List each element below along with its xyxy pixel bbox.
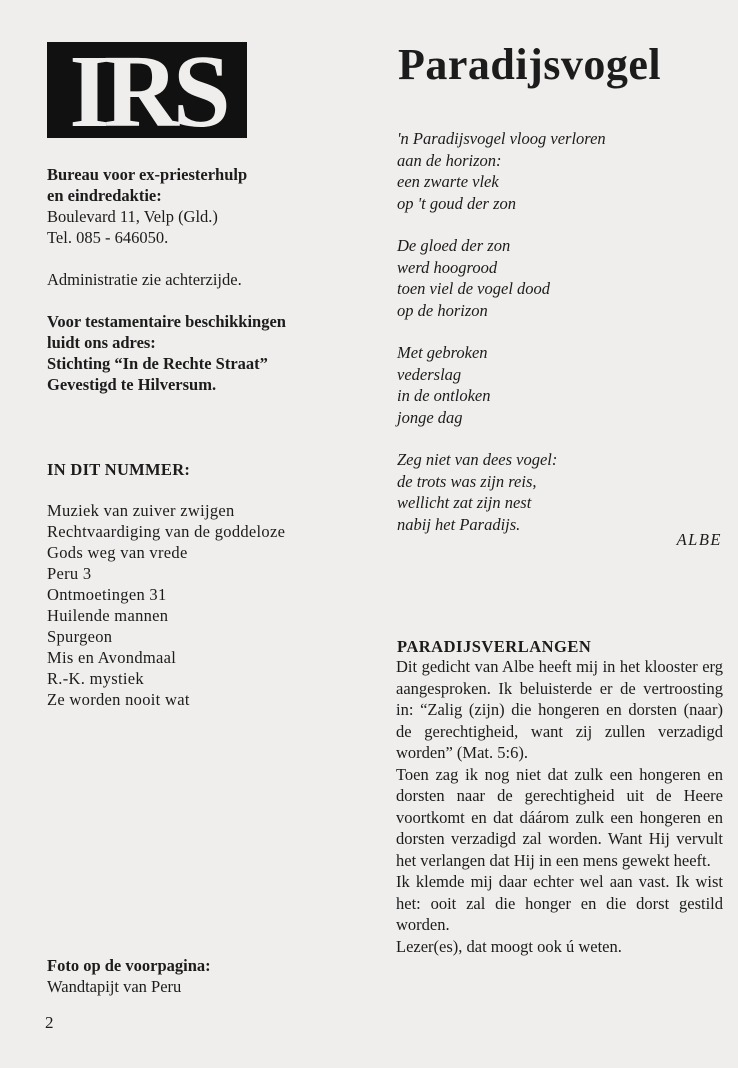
contents-item: Ze worden nooit wat (47, 690, 190, 709)
page-number: 2 (45, 1013, 54, 1032)
poem-line: 'n Paradijsvogel vloog verloren (397, 129, 606, 148)
contents-list (47, 500, 347, 710)
bureau-line-1: Bureau voor ex-priesterhulp (47, 165, 248, 184)
poem-line: wellicht zat zijn nest (397, 493, 532, 512)
poem-line: de trots was zijn reis, (397, 471, 537, 491)
essay-paragraph: Dit gedicht van Albe heeft mij in het klooster erg aangesproken. Ik beluisterde er de vertroosting in: “Zalig (zijn) die hongeren en dorsten (naar) de gerechtigheid, want zij zullen verzadigd worden” (Mat. 5:6). (396, 657, 723, 762)
essay-body (396, 656, 723, 957)
testament-line-1: Voor testamentaire beschikkingen (47, 312, 286, 331)
contents-item: Mis en Avondmaal (47, 648, 177, 667)
poem-line: nabij het Paradijs. (397, 514, 521, 534)
poem-line: in de ontloken (397, 386, 491, 405)
cover-photo-label: Foto op de voorpagina: (47, 956, 211, 975)
poem-body (397, 128, 697, 556)
essay-paragraph: Toen zag ik nog niet dat zulk een hongeren en dorsten naar de gerechtigheid uit de Heere voortkomt en dat dáárom zulk een hongeren en dorsten verzadigd zal worden. Want Hij vervult het verlangen dat Hij in een mens gewekt heeft. (396, 764, 723, 870)
left-column (47, 164, 347, 710)
bureau-line-2: en eindredaktie: (47, 186, 162, 205)
poem-line: Met gebroken (397, 343, 488, 362)
essay-title: PARADIJSVERLANGEN (397, 637, 592, 656)
irs-logo-graphic (47, 42, 247, 138)
poem-line: op 't goud der zon (397, 193, 517, 213)
contents-item: Huilende mannen (47, 606, 169, 625)
poem-title: Paradijsvogel (398, 40, 662, 89)
poem-line: vederslag (397, 364, 462, 384)
poem-line: aan de horizon: (397, 150, 502, 170)
contents-item: Spurgeon (47, 627, 113, 646)
cover-photo-caption: Wandtapijt van Peru (47, 977, 182, 996)
poem-line: op de horizon (397, 300, 488, 320)
poem-line: werd hoogrood (397, 257, 498, 277)
poem-line: jonge dag (397, 407, 463, 427)
irs-logo-text: IRS (69, 42, 225, 138)
testament-line-4: Gevestigd te Hilversum. (47, 375, 217, 394)
irs-logo (47, 42, 247, 138)
poem-stanza (397, 342, 697, 428)
address: Boulevard 11, Velp (Gld.) (47, 207, 218, 226)
contents-heading: IN DIT NUMMER: (47, 460, 191, 479)
contents-item: Peru 3 (47, 564, 92, 583)
testament-line-2: luidt ons adres: (47, 333, 156, 352)
poem-line: toen viel de vogel dood (397, 279, 551, 298)
contents-item: Muziek van zuiver zwijgen (47, 501, 235, 520)
poem-stanza (397, 128, 697, 214)
contents-item: Ontmoetingen 31 (47, 585, 167, 604)
administration-note: Administratie zie achterzijde. (47, 270, 242, 289)
testament-line-3: Stichting “In de Rechte Straat” (47, 354, 268, 373)
contents-item: R.-K. mystiek (47, 669, 144, 688)
poem-line: een zwarte vlek (397, 172, 499, 191)
poem-line: De gloed der zon (397, 236, 511, 255)
essay-paragraph: Lezer(es), dat moogt ook ú weten. (396, 936, 622, 956)
poem-line: Zeg niet van dees vogel: (397, 450, 558, 469)
contents-item: Gods weg van vrede (47, 543, 188, 562)
essay-paragraph: Ik klemde mij daar echter wel aan vast. Ik wist het: ooit zal die honger en die dorst gestild worden. (396, 872, 723, 934)
poem-author: ALBE (676, 530, 722, 549)
phone: Tel. 085 - 646050. (47, 228, 169, 247)
cover-photo-credit (47, 955, 347, 997)
poem-stanza (397, 449, 697, 535)
contents-item: Rechtvaardiging van de goddeloze (47, 522, 286, 541)
poem-stanza (397, 235, 697, 321)
